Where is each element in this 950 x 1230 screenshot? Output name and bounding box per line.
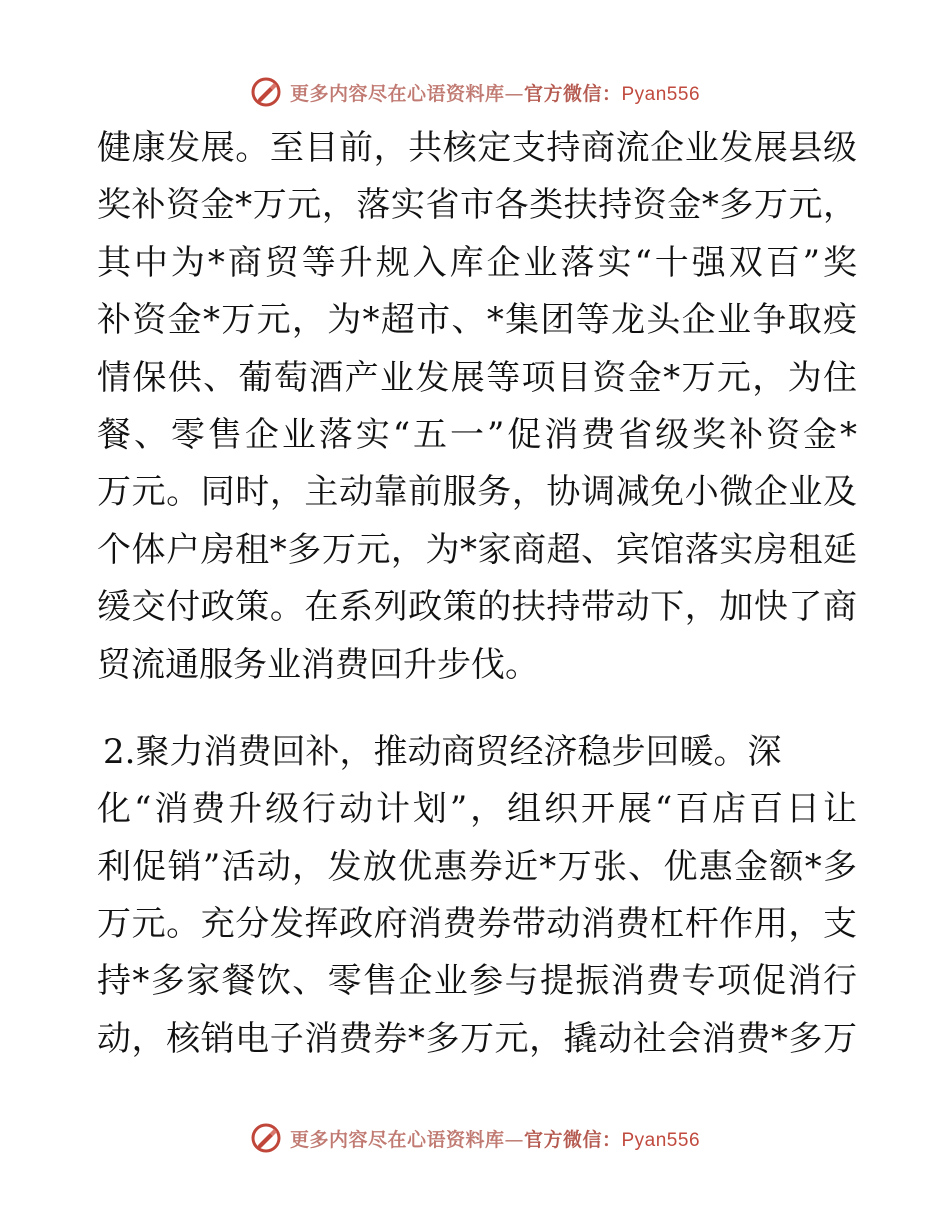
text-line: 健康发展。至目前，共核定支持商流企业发展县级: [97, 128, 857, 168]
text-line: 利促销”活动，发放优惠券近*万张、优惠金额*多: [97, 846, 857, 887]
text-line: 化“消费升级行动计划”，组织开展“百店百日让: [97, 789, 857, 830]
watermark-brand: 更多内容尽在心语资料库: [289, 1128, 505, 1151]
text-line: 缓交付政策。在系列政策的扶持带动下，加快了商: [97, 587, 857, 628]
text-line: 个体户房租*多万元，为*家商超、宾馆落实房租延: [97, 529, 857, 570]
text-line: 动，核销电子消费券*多万元，撬动社会消费*多万: [97, 1018, 857, 1059]
watermark-separator: —: [504, 82, 524, 105]
watermark-separator: —: [504, 1128, 524, 1151]
watermark-brand: 更多内容尽在心语资料库: [289, 82, 505, 105]
watermark-text: [290, 1125, 700, 1152]
text-line: 万元。同时，主动靠前服务，协调减免小微企业及: [97, 472, 857, 513]
text-line: 贸流通服务业消费回升步伐。: [97, 644, 539, 685]
text-line: 餐、零售企业落实“五一”促消费省级奖补资金*: [97, 414, 857, 455]
text-line: 补资金*万元，为*超市、*集团等龙头企业争取疫: [97, 300, 857, 341]
text-line: 持*多家餐饮、零售企业参与提振消费专项促消行: [97, 961, 857, 1002]
paragraph-2: [97, 724, 857, 1068]
paragraph-1: [97, 120, 857, 694]
text-line: 情保供、葡萄酒产业发展等项目资金*万元，为住: [97, 357, 857, 398]
watermark-wechat-id: Pyan556: [621, 1129, 701, 1151]
watermark-wechat-label: 官方微信：: [523, 1128, 622, 1151]
text-line: 2.聚力消费回补，推动商贸经济稳步回暖。深: [103, 731, 782, 772]
header-watermark: [0, 72, 950, 112]
text-line: 奖补资金*万元，落实省市各类扶持资金*多万元，: [97, 185, 857, 226]
watermark-wechat-label: 官方微信：: [523, 82, 622, 105]
text-line: 万元。充分发挥政府消费券带动消费杠杆作用，支: [97, 904, 857, 945]
paragraph-gap: [97, 694, 857, 724]
document-body: [97, 120, 857, 1068]
brand-logo-icon: [250, 1122, 282, 1154]
text-line: 其中为*商贸等升规入库企业落实“十强双百”奖: [97, 242, 857, 283]
brand-logo-icon: [250, 76, 282, 108]
watermark-wechat-id: Pyan556: [621, 83, 701, 105]
watermark-text: [290, 79, 700, 106]
footer-watermark: [0, 1118, 950, 1158]
